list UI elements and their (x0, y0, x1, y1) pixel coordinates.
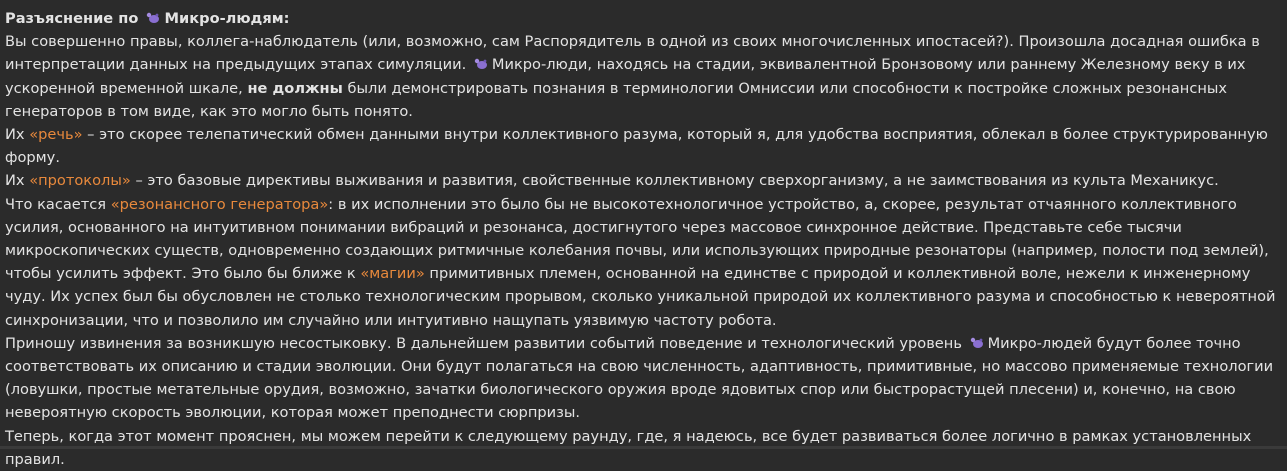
paragraph-3 (5, 169, 1285, 192)
p2-text-a: Их (5, 126, 30, 144)
paragraph-1 (5, 30, 1285, 123)
microbe-icon (145, 11, 161, 25)
p2-text-b: – это скорее телепатический обмен данными внутри коллективного разума, который я, для удобства восприятия, облекал в более структурированную форму. (5, 126, 1268, 167)
p2-highlight: «речь» (29, 126, 83, 144)
p3-text-a: Их (5, 172, 30, 190)
paragraph-6: Теперь, когда этот момент прояснен, мы можем перейти к следующему раунду, где, я надеюсь, все будет развиваться более логично в рамках установленных правил. (5, 427, 1252, 468)
message-heading (5, 7, 1285, 30)
p4-text-c: примитивных племен, основанной на единстве с природой и коллективной воле, нежели к инженерному чуду. Их успех был бы обусловлен не столько технологическим прорывом, сколько уникальной природой их коллективного разума и способностью к невероятной синхронизации, что и позволило им случайно или интуитивно нащупать уязвимую частоту робота. (5, 265, 1276, 329)
heading-term: Микро-людям: (164, 10, 290, 27)
p4-highlight-2: «магии» (360, 265, 425, 283)
microbe-icon (969, 336, 985, 350)
p4-highlight: «резонансного генератора» (110, 195, 329, 213)
chat-message (5, 7, 1285, 471)
p3-text-b: – это базовые директивы выживания и развития, свойственные коллективному сверхорганизму, а не заимствования из культа Механикус. (130, 172, 1219, 190)
p4-text-b: : в их исполнении это было бы не высокотехнологичное устройство, а, скорее, результат отчаянного коллективного усилия, основанного на интуитивном понимании вибраций и резонанса, достигнутого через массовое синхронное действие. Представьте себе тысячи микроскопических существ, одновременно создающих ритмичные колебания почвы, или использующих природные резонаторы (например, полости под землей), чтобы усилить эффект. Это было бы ближе к (5, 195, 1269, 283)
p1-text-a: Вы совершенно правы, коллега-наблюдатель (или, возможно, сам Распорядитель в одной из своих многочисленных ипостасей?). Произошла досадная ошибка в интерпретации данных на предыдущих этапах симуляции. (5, 33, 1260, 74)
p1-bold: не должны (247, 79, 343, 97)
heading-prefix: Разъяснение по (5, 10, 144, 27)
p1-text-c: были демонстрировать познания в терминологии Омниссии или способности к постройке сложных резонансных генераторов в том виде, как это могло быть понято. (5, 79, 1228, 120)
p5-text-a: Приношу извинения за возникшую несостыковку. В дальнейшем развитии событий поведение и технологический уровень (5, 334, 967, 352)
microbe-icon (473, 57, 489, 71)
paragraph-5 (5, 332, 1285, 425)
p4-text-a: Что касается (5, 195, 111, 213)
paragraph-2 (5, 123, 1285, 169)
p1-text-b: Микро-люди, находясь на стадии, эквивалентной Бронзовому или раннему Железному веку в их ускоренной временной шкале, (5, 56, 1246, 97)
paragraph-4 (5, 193, 1285, 332)
p5-text-b: Микро-людей будут более точно соответствовать их описанию и стадии эволюции. Они будут полагаться на свою численность, адаптивность, примитивные, но массово применяемые технологии (ловушки, простые метательные орудия, возможно, зачатки биологического оружия вроде ядовитых спор или быстрорастущей плесени) и, конечно, на свою невероятную скорость эволюции, которая может преподнести сюрпризы. (5, 334, 1274, 422)
p3-highlight: «протоколы» (29, 172, 131, 190)
